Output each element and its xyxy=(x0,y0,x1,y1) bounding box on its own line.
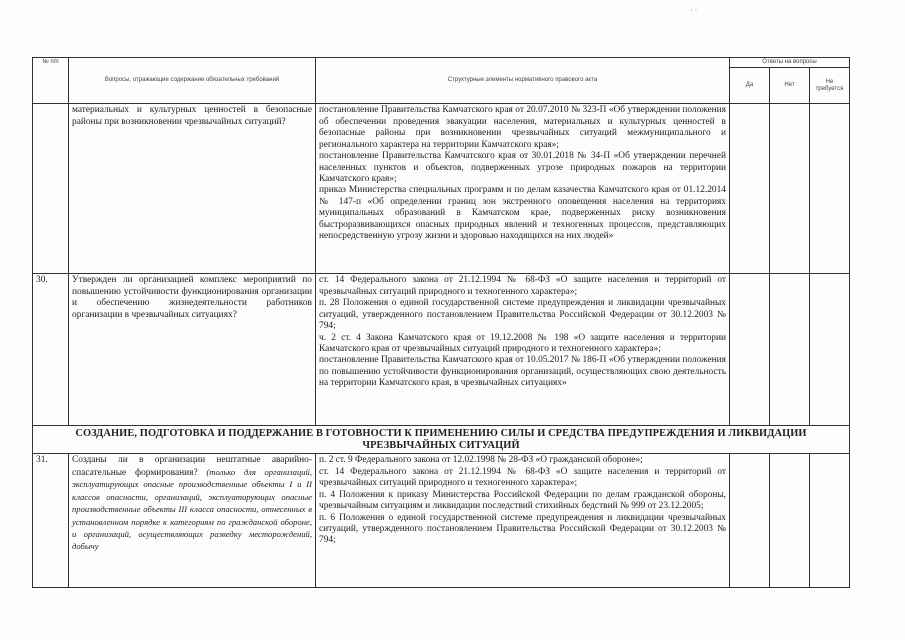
row-question: материальных и культурных ценностей в безопасные районы при возникновении чрезвычайных ситуаций? xyxy=(69,104,316,274)
answer-yes-cell[interactable] xyxy=(730,454,770,588)
header-questions: Вопросы, отражающие содержание обязательных требований xyxy=(69,58,316,104)
row-sources xyxy=(316,274,730,426)
question-note: (только для организаций, эксплуатирующих опасные производственные объекты I и II классов опасности, организаций, эксплуатирующих опасные производственные объекты III класса опасности, отнесенных в установленном порядке к категориям по гражданской обороне, и организаций, осуществляющих разведку месторождений, добычу xyxy=(72,466,312,552)
row-number: 30. xyxy=(33,274,69,426)
source-item: приказ Министерства специальных программ и по делам казачества Камчатского края от 01.12.2014 № 147-п «Об определении границ зон экстренного оповещения населения на территориях муниципальных образований в Камчатском крае, подверженных риску возникновения быстроразвивающихся опасных природных явлений и техногенных процессов, представляющих непосредственную угрозу жизни и здоровью находящихся на них людей» xyxy=(319,185,726,242)
row-question: Утвержден ли организацией комплекс мероприятий по повышению устойчивости функционирования организации и обеспечению жизнедеятельности работников организации в чрезвычайных ситуациях? xyxy=(69,274,316,426)
table-row xyxy=(33,454,850,588)
source-item: ч. 2 ст. 4 Закона Камчатского края от 19.12.2008 № 198 «О защите населения и территории Камчатского края от чрезвычайных ситуаций природного и техногенного характера»; xyxy=(319,332,726,354)
answer-yes-cell[interactable] xyxy=(730,274,770,426)
row-sources xyxy=(316,104,730,274)
header-no: Нет xyxy=(770,68,810,104)
answer-not-required-cell[interactable] xyxy=(810,454,850,588)
answer-not-required-cell[interactable] xyxy=(810,274,850,426)
source-item: постановление Правительства Камчатского края от 20.07.2010 № 323-П «Об утверждении положения об обеспечении проведения эвакуации населения, материальных и культурных ценностей в безопасные районы при возникновении чрезвычайных ситуаций межмуниципального и регионального характера на территории Камчатского края»; xyxy=(319,105,726,150)
source-item: ст. 14 Федерального закона от 21.12.1994 № 68-ФЗ «О защите населения и территорий от чрезвычайных ситуаций природного и техногенного характера»; xyxy=(319,275,726,297)
answer-no-cell[interactable] xyxy=(770,274,810,426)
section-title: СОЗДАНИЕ, ПОДГОТОВКА И ПОДДЕРЖАНИЕ В ГОТОВНОСТИ К ПРИМЕНЕНИЮ СИЛЫ И СРЕДСТВА ПРЕДУПРЕЖДЕНИЯ И ЛИКВИДАЦИИ ЧРЕЗВЫЧАЙНЫХ СИТУАЦИЙ xyxy=(33,426,850,454)
source-item: ст. 14 Федерального закона от 21.12.1994 № 68-ФЗ «О защите населения и территорий от чрезвычайных ситуаций природного и техногенного характера»; xyxy=(319,466,726,489)
answer-no-cell[interactable] xyxy=(770,104,810,274)
header-structural-elements: Структурные элементы нормативного правового акта xyxy=(316,58,730,104)
row-question xyxy=(69,454,316,588)
header-not-required: Не требуется xyxy=(810,68,850,104)
source-item: постановление Правительства Камчатского края от 30.01.2018 № 34-П «Об утверждении перечней населенных пунктов и объектов, подверженных угрозе природных пожаров на территории Камчатского края»; xyxy=(319,151,726,184)
row-number: 31. xyxy=(33,454,69,588)
answer-yes-cell[interactable] xyxy=(730,104,770,274)
row-sources xyxy=(316,454,730,588)
answer-not-required-cell[interactable] xyxy=(810,104,850,274)
answer-no-cell[interactable] xyxy=(770,454,810,588)
header-yes: Да xyxy=(730,68,770,104)
source-item: п. 2 ст. 9 Федерального закона от 12.02.1998 № 28-ФЗ «О гражданской обороне»; xyxy=(319,455,643,466)
requirements-table xyxy=(32,57,850,588)
scan-speck: · · xyxy=(690,6,698,15)
source-item: постановление Правительства Камчатского края от 10.05.2017 № 186-П «Об утверждении положения по повышению устойчивости функционирования организаций, осуществляющих свою деятельность на территории Камчатского края, в чрезвычайных ситуациях» xyxy=(319,355,726,389)
source-item: п. 6 Положения о единой государственной системе предупреждения и ликвидации чрезвычайных ситуаций, утвержденного постановлением Правительства Российской Федерации от 30.12.2003 № 794; xyxy=(319,512,726,546)
question-main: Созданы ли в организации нештатные аварийно-спасательные формирования? xyxy=(72,455,312,478)
table-header-row xyxy=(33,58,850,68)
header-answers: Ответы на вопросы xyxy=(730,58,850,68)
source-item: п. 28 Положения о единой государственной системе предупреждения и ликвидации чрезвычайных ситуаций, утвержденного постановлением Правительства Российской Федерации от 30.12.2003 № 794; xyxy=(319,298,726,332)
source-item: п. 4 Положения к приказу Министерства Российской Федерации по делам гражданской обороны, чрезвычайным ситуациям и ликвидации последствий стихийных бедствий № 999 от 23.12.2005; xyxy=(319,489,726,512)
row-number xyxy=(33,104,69,274)
table-row xyxy=(33,104,850,274)
table-row xyxy=(33,274,850,426)
section-row xyxy=(33,426,850,454)
header-number: № п/п xyxy=(33,58,69,104)
